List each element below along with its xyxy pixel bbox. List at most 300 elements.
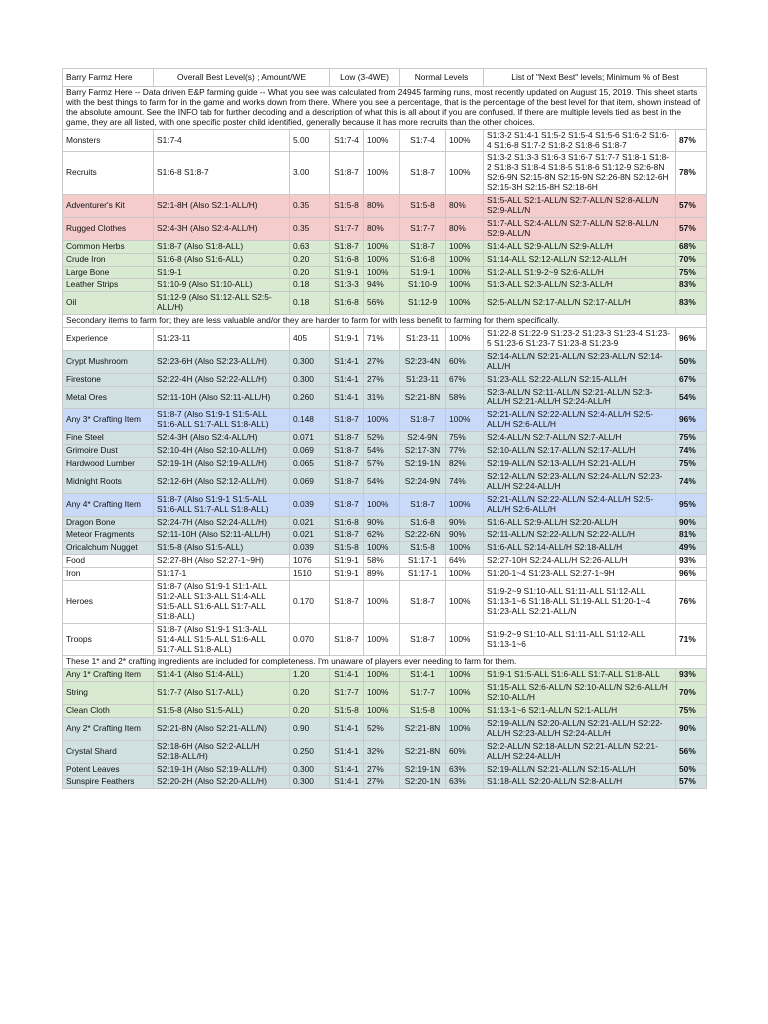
amount-we[interactable]: 0.300 <box>290 350 330 373</box>
normal-percent[interactable]: 100% <box>446 542 484 555</box>
normal-percent[interactable]: 75% <box>446 432 484 445</box>
item-name[interactable]: Monsters <box>63 129 154 152</box>
normal-percent[interactable]: 90% <box>446 516 484 529</box>
best-levels[interactable]: S1:17-1 <box>154 568 290 581</box>
minimum-percent[interactable]: 50% <box>676 763 707 776</box>
next-best-levels[interactable]: S2:5-ALL/N S2:17-ALL/N S2:17-ALL/H <box>484 292 676 315</box>
normal-percent[interactable]: 67% <box>446 373 484 386</box>
low-percent[interactable]: 57% <box>364 458 400 471</box>
next-best-levels[interactable]: S1:20-1~4 S1:23-ALL S2:27-1~9H <box>484 568 676 581</box>
normal-percent[interactable]: 100% <box>446 292 484 315</box>
next-best-levels[interactable]: S1:6-ALL S2:14-ALL/H S2:18-ALL/H <box>484 542 676 555</box>
low-percent[interactable]: 100% <box>364 493 400 516</box>
item-name[interactable]: Oil <box>63 292 154 315</box>
next-best-levels[interactable]: S1:9-2~9 S1:10-ALL S1:11-ALL S1:12-ALL S1:13-1~6 S1:18-ALL S1:19-ALL S1:20-1~4 S1:23-ALL S2:21-ALL/N <box>484 581 676 624</box>
item-name[interactable]: Hardwood Lumber <box>63 458 154 471</box>
low-percent[interactable]: 100% <box>364 152 400 195</box>
item-name[interactable]: Sunspire Feathers <box>63 776 154 789</box>
low-percent[interactable]: 80% <box>364 195 400 218</box>
item-name[interactable]: Leather Strips <box>63 279 154 292</box>
low-percent[interactable]: 100% <box>364 253 400 266</box>
normal-percent[interactable]: 100% <box>446 669 484 682</box>
amount-we[interactable]: 0.148 <box>290 409 330 432</box>
amount-we[interactable]: 0.18 <box>290 279 330 292</box>
normal-percent[interactable]: 100% <box>446 705 484 718</box>
best-levels[interactable]: S1:12-9 (Also S1:12-ALL S2:5-ALL/H) <box>154 292 290 315</box>
note-text[interactable]: These 1* and 2* crafting ingredients are included for completeness. I'm unaware of players ever needing to farm for them. <box>63 656 707 669</box>
next-best-levels[interactable]: S2:19-ALL/N S2:13-ALL/H S2:21-ALL/H <box>484 458 676 471</box>
next-best-levels[interactable]: S1:5-ALL S2:1-ALL/N S2:7-ALL/N S2:8-ALL/N S2:9-ALL/N <box>484 195 676 218</box>
low-percent[interactable]: 58% <box>364 555 400 568</box>
item-name[interactable]: Any 4* Crafting Item <box>63 493 154 516</box>
next-best-levels[interactable]: S2:11-ALL/N S2:22-ALL/N S2:22-ALL/H <box>484 529 676 542</box>
low-level[interactable]: S1:8-7 <box>330 458 364 471</box>
item-name[interactable]: Firestone <box>63 373 154 386</box>
minimum-percent[interactable]: 96% <box>676 409 707 432</box>
next-best-levels[interactable]: S2:19-ALL/N S2:20-ALL/N S2:21-ALL/H S2:22-ALL/H S2:23-ALL/H S2:24-ALL/H <box>484 717 676 740</box>
low-percent[interactable]: 90% <box>364 516 400 529</box>
item-name[interactable]: Any 2* Crafting Item <box>63 717 154 740</box>
low-percent[interactable]: 52% <box>364 432 400 445</box>
next-best-levels[interactable]: S1:14-ALL S2:12-ALL/N S2:12-ALL/H <box>484 253 676 266</box>
best-levels[interactable]: S1:5-8 (Also S1:5-ALL) <box>154 705 290 718</box>
best-levels[interactable]: S2:10-4H (Also S2:10-ALL/H) <box>154 445 290 458</box>
normal-percent[interactable]: 100% <box>446 328 484 351</box>
low-level[interactable]: S1:4-1 <box>330 373 364 386</box>
low-level[interactable]: S1:7-7 <box>330 682 364 705</box>
normal-level[interactable]: S1:8-7 <box>400 581 446 624</box>
next-best-levels[interactable]: S1:15-ALL S2:6-ALL/N S2:10-ALL/N S2:6-ALL/H S2:10-ALL/H <box>484 682 676 705</box>
minimum-percent[interactable]: 96% <box>676 568 707 581</box>
minimum-percent[interactable]: 96% <box>676 328 707 351</box>
normal-level[interactable]: S1:9-1 <box>400 266 446 279</box>
low-percent[interactable]: 100% <box>364 669 400 682</box>
normal-level[interactable]: S1:7-7 <box>400 682 446 705</box>
next-best-levels[interactable]: S2:12-ALL/N S2:23-ALL/N S2:24-ALL/N S2:23-ALL/H S2:24-ALL/H <box>484 470 676 493</box>
low-percent[interactable]: 71% <box>364 328 400 351</box>
normal-percent[interactable]: 100% <box>446 152 484 195</box>
minimum-percent[interactable]: 57% <box>676 217 707 240</box>
low-level[interactable]: S1:4-1 <box>330 669 364 682</box>
normal-level[interactable]: S1:10-9 <box>400 279 446 292</box>
low-percent[interactable]: 89% <box>364 568 400 581</box>
next-best-levels[interactable]: S1:23-ALL S2:22-ALL/N S2:15-ALL/H <box>484 373 676 386</box>
next-best-levels[interactable]: S1:4-ALL S2:9-ALL/N S2:9-ALL/H <box>484 240 676 253</box>
low-percent[interactable]: 100% <box>364 623 400 656</box>
item-name[interactable]: Crude Iron <box>63 253 154 266</box>
low-percent[interactable]: 62% <box>364 529 400 542</box>
amount-we[interactable]: 405 <box>290 328 330 351</box>
normal-level[interactable]: S2:24-9N <box>400 470 446 493</box>
item-name[interactable]: Oricalchum Nugget <box>63 542 154 555</box>
normal-level[interactable]: S1:8-7 <box>400 409 446 432</box>
minimum-percent[interactable]: 75% <box>676 266 707 279</box>
next-best-levels[interactable]: S1:2-ALL S1:9-2~9 S2:6-ALL/H <box>484 266 676 279</box>
next-best-levels[interactable]: S2:27-10H S2:24-ALL/H S2:26-ALL/H <box>484 555 676 568</box>
next-best-levels[interactable]: S2:10-ALL/N S2:17-ALL/N S2:17-ALL/H <box>484 445 676 458</box>
item-name[interactable]: Grimoire Dust <box>63 445 154 458</box>
best-levels[interactable]: S2:11-10H (Also S2:11-ALL/H) <box>154 386 290 409</box>
normal-percent[interactable]: 80% <box>446 217 484 240</box>
item-name[interactable]: Midnight Roots <box>63 470 154 493</box>
low-level[interactable]: S1:7-7 <box>330 217 364 240</box>
best-levels[interactable]: S2:27-8H (Also S2:27-1~9H) <box>154 555 290 568</box>
normal-level[interactable]: S2:22-6N <box>400 529 446 542</box>
normal-percent[interactable]: 60% <box>446 740 484 763</box>
low-level[interactable]: S1:3-3 <box>330 279 364 292</box>
minimum-percent[interactable]: 95% <box>676 493 707 516</box>
next-best-levels[interactable]: S2:21-ALL/N S2:22-ALL/N S2:4-ALL/H S2:5-ALL/H S2:6-ALL/H <box>484 493 676 516</box>
normal-percent[interactable]: 100% <box>446 623 484 656</box>
amount-we[interactable]: 0.070 <box>290 623 330 656</box>
low-level[interactable]: S1:4-1 <box>330 350 364 373</box>
minimum-percent[interactable]: 57% <box>676 776 707 789</box>
amount-we[interactable]: 1.20 <box>290 669 330 682</box>
item-name[interactable]: Meteor Fragments <box>63 529 154 542</box>
normal-percent[interactable]: 80% <box>446 195 484 218</box>
best-levels[interactable]: S2:12-6H (Also S2:12-ALL/H) <box>154 470 290 493</box>
minimum-percent[interactable]: 50% <box>676 350 707 373</box>
best-levels[interactable]: S1:6-8 (Also S1:6-ALL) <box>154 253 290 266</box>
minimum-percent[interactable]: 75% <box>676 705 707 718</box>
minimum-percent[interactable]: 54% <box>676 386 707 409</box>
item-name[interactable]: Recruits <box>63 152 154 195</box>
normal-percent[interactable]: 100% <box>446 682 484 705</box>
amount-we[interactable]: 0.300 <box>290 763 330 776</box>
low-percent[interactable]: 27% <box>364 776 400 789</box>
normal-level[interactable]: S2:20-1N <box>400 776 446 789</box>
normal-level[interactable]: S1:12-9 <box>400 292 446 315</box>
minimum-percent[interactable]: 83% <box>676 292 707 315</box>
normal-level[interactable]: S1:8-7 <box>400 493 446 516</box>
minimum-percent[interactable]: 93% <box>676 669 707 682</box>
low-level[interactable]: S1:9-1 <box>330 568 364 581</box>
normal-percent[interactable]: 100% <box>446 253 484 266</box>
normal-level[interactable]: S1:8-7 <box>400 152 446 195</box>
minimum-percent[interactable]: 83% <box>676 279 707 292</box>
next-best-levels[interactable]: S1:13-1~6 S2:1-ALL/N S2:1-ALL/H <box>484 705 676 718</box>
amount-we[interactable]: 0.35 <box>290 195 330 218</box>
low-level[interactable]: S1:8-7 <box>330 152 364 195</box>
minimum-percent[interactable]: 75% <box>676 432 707 445</box>
low-percent[interactable]: 54% <box>364 470 400 493</box>
normal-level[interactable]: S1:5-8 <box>400 705 446 718</box>
best-levels[interactable]: S1:8-7 (Also S1:9-1 S1:5-ALL S1:6-ALL S1:7-ALL S1:8-ALL) <box>154 493 290 516</box>
low-level[interactable]: S1:5-8 <box>330 195 364 218</box>
amount-we[interactable]: 0.039 <box>290 542 330 555</box>
header-next[interactable]: List of "Next Best" levels; Minimum % of Best <box>484 69 707 87</box>
minimum-percent[interactable]: 71% <box>676 623 707 656</box>
next-best-levels[interactable]: S1:6-ALL S2:9-ALL/H S2:20-ALL/H <box>484 516 676 529</box>
next-best-levels[interactable]: S2:21-ALL/N S2:22-ALL/N S2:4-ALL/H S2:5-ALL/H S2:6-ALL/H <box>484 409 676 432</box>
amount-we[interactable]: 0.065 <box>290 458 330 471</box>
best-levels[interactable]: S2:4-3H (Also S2:4-ALL/H) <box>154 217 290 240</box>
best-levels[interactable]: S2:22-4H (Also S2:22-ALL/H) <box>154 373 290 386</box>
normal-level[interactable]: S1:6-8 <box>400 253 446 266</box>
best-levels[interactable]: S2:21-8N (Also S2:21-ALL/N) <box>154 717 290 740</box>
minimum-percent[interactable]: 67% <box>676 373 707 386</box>
minimum-percent[interactable]: 87% <box>676 129 707 152</box>
normal-level[interactable]: S2:23-4N <box>400 350 446 373</box>
minimum-percent[interactable]: 70% <box>676 253 707 266</box>
low-level[interactable]: S1:4-1 <box>330 740 364 763</box>
low-level[interactable]: S1:8-7 <box>330 623 364 656</box>
header-name[interactable]: Barry Farmz Here <box>63 69 154 87</box>
low-percent[interactable]: 100% <box>364 129 400 152</box>
low-percent[interactable]: 32% <box>364 740 400 763</box>
amount-we[interactable]: 0.250 <box>290 740 330 763</box>
header-normal[interactable]: Normal Levels <box>400 69 484 87</box>
normal-percent[interactable]: 100% <box>446 717 484 740</box>
best-levels[interactable]: S2:1-8H (Also S2:1-ALL/H) <box>154 195 290 218</box>
low-level[interactable]: S1:4-1 <box>330 776 364 789</box>
normal-percent[interactable]: 63% <box>446 763 484 776</box>
normal-level[interactable]: S1:5-8 <box>400 195 446 218</box>
low-level[interactable]: S1:9-1 <box>330 328 364 351</box>
low-level[interactable]: S1:8-7 <box>330 409 364 432</box>
low-percent[interactable]: 31% <box>364 386 400 409</box>
normal-level[interactable]: S2:21-8N <box>400 717 446 740</box>
amount-we[interactable]: 0.20 <box>290 705 330 718</box>
minimum-percent[interactable]: 68% <box>676 240 707 253</box>
item-name[interactable]: Iron <box>63 568 154 581</box>
normal-percent[interactable]: 100% <box>446 568 484 581</box>
low-level[interactable]: S1:5-8 <box>330 705 364 718</box>
low-percent[interactable]: 27% <box>364 373 400 386</box>
next-best-levels[interactable]: S1:7-ALL S2:4-ALL/N S2:7-ALL/N S2:8-ALL/N S2:9-ALL/N <box>484 217 676 240</box>
best-levels[interactable]: S2:24-7H (Also S2:24-ALL/H) <box>154 516 290 529</box>
best-levels[interactable]: S2:4-3H (Also S2:4-ALL/H) <box>154 432 290 445</box>
next-best-levels[interactable]: S2:14-ALL/N S2:21-ALL/N S2:23-ALL/N S2:14-ALL/H <box>484 350 676 373</box>
minimum-percent[interactable]: 70% <box>676 682 707 705</box>
normal-level[interactable]: S1:8-7 <box>400 623 446 656</box>
best-levels[interactable]: S1:4-1 (Also S1:4-ALL) <box>154 669 290 682</box>
normal-percent[interactable]: 74% <box>446 470 484 493</box>
normal-percent[interactable]: 100% <box>446 581 484 624</box>
normal-level[interactable]: S2:17-3N <box>400 445 446 458</box>
normal-level[interactable]: S2:21-8N <box>400 386 446 409</box>
normal-level[interactable]: S1:23-11 <box>400 373 446 386</box>
item-name[interactable]: Adventurer's Kit <box>63 195 154 218</box>
next-best-levels[interactable]: S1:22-8 S1:22-9 S1:23-2 S1:23-3 S1:23-4 S1:23-5 S1:23-6 S1:23-7 S1:23-8 S1:23-9 <box>484 328 676 351</box>
normal-level[interactable]: S1:7-4 <box>400 129 446 152</box>
normal-level[interactable]: S1:5-8 <box>400 542 446 555</box>
normal-percent[interactable]: 63% <box>446 776 484 789</box>
best-levels[interactable]: S2:19-1H (Also S2:19-ALL/H) <box>154 458 290 471</box>
low-percent[interactable]: 27% <box>364 763 400 776</box>
normal-level[interactable]: S1:7-7 <box>400 217 446 240</box>
normal-level[interactable]: S1:17-1 <box>400 568 446 581</box>
amount-we[interactable]: 0.021 <box>290 516 330 529</box>
amount-we[interactable]: 0.300 <box>290 776 330 789</box>
item-name[interactable]: Common Herbs <box>63 240 154 253</box>
next-best-levels[interactable]: S1:9-1 S1:5-ALL S1:6-ALL S1:7-ALL S1:8-ALL <box>484 669 676 682</box>
item-name[interactable]: Clean Cloth <box>63 705 154 718</box>
amount-we[interactable]: 0.300 <box>290 373 330 386</box>
normal-percent[interactable]: 100% <box>446 266 484 279</box>
normal-percent[interactable]: 77% <box>446 445 484 458</box>
item-name[interactable]: Rugged Clothes <box>63 217 154 240</box>
normal-percent[interactable]: 90% <box>446 529 484 542</box>
low-level[interactable]: S1:5-8 <box>330 542 364 555</box>
amount-we[interactable]: 0.170 <box>290 581 330 624</box>
amount-we[interactable]: 0.18 <box>290 292 330 315</box>
best-levels[interactable]: S1:10-9 (Also S1:10-ALL) <box>154 279 290 292</box>
normal-percent[interactable]: 100% <box>446 240 484 253</box>
best-levels[interactable]: S2:11-10H (Also S2:11-ALL/H) <box>154 529 290 542</box>
item-name[interactable]: Any 3* Crafting Item <box>63 409 154 432</box>
normal-percent[interactable]: 100% <box>446 493 484 516</box>
header-best[interactable]: Overall Best Level(s) ; Amount/WE <box>154 69 330 87</box>
low-level[interactable]: S1:4-1 <box>330 717 364 740</box>
low-level[interactable]: S1:8-7 <box>330 493 364 516</box>
header-low[interactable]: Low (3-4WE) <box>330 69 400 87</box>
low-percent[interactable]: 27% <box>364 350 400 373</box>
minimum-percent[interactable]: 74% <box>676 445 707 458</box>
minimum-percent[interactable]: 74% <box>676 470 707 493</box>
low-level[interactable]: S1:8-7 <box>330 240 364 253</box>
low-percent[interactable]: 100% <box>364 581 400 624</box>
item-name[interactable]: Heroes <box>63 581 154 624</box>
minimum-percent[interactable]: 49% <box>676 542 707 555</box>
item-name[interactable]: Dragon Bone <box>63 516 154 529</box>
low-level[interactable]: S1:7-4 <box>330 129 364 152</box>
note-text[interactable]: Secondary items to farm for; they are less valuable and/or they are harder to farm for with less benefit to farming for them specifically. <box>63 315 707 328</box>
best-levels[interactable]: S1:7-4 <box>154 129 290 152</box>
best-levels[interactable]: S1:6-8 S1:8-7 <box>154 152 290 195</box>
normal-level[interactable]: S1:4-1 <box>400 669 446 682</box>
normal-level[interactable]: S2:4-9N <box>400 432 446 445</box>
normal-percent[interactable]: 100% <box>446 279 484 292</box>
low-level[interactable]: S1:6-8 <box>330 516 364 529</box>
normal-percent[interactable]: 58% <box>446 386 484 409</box>
normal-percent[interactable]: 100% <box>446 129 484 152</box>
amount-we[interactable]: 1510 <box>290 568 330 581</box>
amount-we[interactable]: 0.039 <box>290 493 330 516</box>
best-levels[interactable]: S1:8-7 (Also S1:8-ALL) <box>154 240 290 253</box>
next-best-levels[interactable]: S2:3-ALL/N S2:11-ALL/N S2:21-ALL/N S2:3-ALL/H S2:21-ALL/H S2:24-ALL/H <box>484 386 676 409</box>
minimum-percent[interactable]: 90% <box>676 717 707 740</box>
low-level[interactable]: S1:4-1 <box>330 763 364 776</box>
item-name[interactable]: Any 1* Crafting Item <box>63 669 154 682</box>
low-level[interactable]: S1:6-8 <box>330 253 364 266</box>
best-levels[interactable]: S1:23-11 <box>154 328 290 351</box>
normal-level[interactable]: S2:19-1N <box>400 763 446 776</box>
next-best-levels[interactable]: S2:19-ALL/N S2:21-ALL/N S2:15-ALL/H <box>484 763 676 776</box>
amount-we[interactable]: 0.071 <box>290 432 330 445</box>
low-percent[interactable]: 100% <box>364 409 400 432</box>
minimum-percent[interactable]: 56% <box>676 740 707 763</box>
low-percent[interactable]: 100% <box>364 682 400 705</box>
minimum-percent[interactable]: 75% <box>676 458 707 471</box>
amount-we[interactable]: 0.021 <box>290 529 330 542</box>
next-best-levels[interactable]: S1:3-2 S1:3-3 S1:6-3 S1:6-7 S1:7-7 S1:8-1 S1:8-2 S1:8-3 S1:8-4 S1:8-5 S1:8-6 S1:12-9 S2:6-8N S2:6-9N S2:15-8N S2:15-9N S2:26-8N S2:12-6H S2:15-3H S2:15-8H S2:18-6H <box>484 152 676 195</box>
minimum-percent[interactable]: 90% <box>676 516 707 529</box>
best-levels[interactable]: S1:9-1 <box>154 266 290 279</box>
low-percent[interactable]: 52% <box>364 717 400 740</box>
low-percent[interactable]: 54% <box>364 445 400 458</box>
item-name[interactable]: Potent Leaves <box>63 763 154 776</box>
normal-level[interactable]: S1:6-8 <box>400 516 446 529</box>
low-percent[interactable]: 100% <box>364 240 400 253</box>
best-levels[interactable]: S1:8-7 (Also S1:9-1 S1:3-ALL S1:4-ALL S1:5-ALL S1:6-ALL S1:7-ALL S1:8-ALL) <box>154 623 290 656</box>
next-best-levels[interactable]: S1:9-2~9 S1:10-ALL S1:11-ALL S1:12-ALL S1:13-1~6 <box>484 623 676 656</box>
low-percent[interactable]: 100% <box>364 266 400 279</box>
amount-we[interactable]: 3.00 <box>290 152 330 195</box>
low-level[interactable]: S1:8-7 <box>330 529 364 542</box>
intro-text[interactable]: Barry Farmz Here -- Data driven E&P farming guide -- What you see was calculated from 24945 farming runs, most recently updated on August 15, 2019. This sheet starts with the best things to farm for in the game and works down from there. Where you see a percentage, that is the percentage of the best level for that item, shown instead of the absolute amount. See the INFO tab for further decoding and a description of what this is all about if you are confused. If there are multiple levels tied as best in the game, they are all listed, with one specific poster child identified, generally because it has more recruits than the other choices. <box>63 87 707 130</box>
amount-we[interactable]: 0.069 <box>290 445 330 458</box>
low-percent[interactable]: 100% <box>364 542 400 555</box>
next-best-levels[interactable]: S2:4-ALL/N S2:7-ALL/N S2:7-ALL/H <box>484 432 676 445</box>
amount-we[interactable]: 0.20 <box>290 266 330 279</box>
amount-we[interactable]: 0.260 <box>290 386 330 409</box>
low-percent[interactable]: 56% <box>364 292 400 315</box>
amount-we[interactable]: 5.00 <box>290 129 330 152</box>
item-name[interactable]: Troops <box>63 623 154 656</box>
item-name[interactable]: Experience <box>63 328 154 351</box>
minimum-percent[interactable]: 76% <box>676 581 707 624</box>
amount-we[interactable]: 0.35 <box>290 217 330 240</box>
item-name[interactable]: Crypt Mushroom <box>63 350 154 373</box>
normal-level[interactable]: S2:19-1N <box>400 458 446 471</box>
low-percent[interactable]: 80% <box>364 217 400 240</box>
best-levels[interactable]: S1:8-7 (Also S1:9-1 S1:1-ALL S1:2-ALL S1:3-ALL S1:4-ALL S1:5-ALL S1:6-ALL S1:7-ALL S1:8-ALL) <box>154 581 290 624</box>
low-level[interactable]: S1:4-1 <box>330 386 364 409</box>
normal-level[interactable]: S1:8-7 <box>400 240 446 253</box>
amount-we[interactable]: 0.63 <box>290 240 330 253</box>
normal-percent[interactable]: 60% <box>446 350 484 373</box>
item-name[interactable]: Fine Steel <box>63 432 154 445</box>
next-best-levels[interactable]: S1:3-ALL S2:3-ALL/N S2:3-ALL/H <box>484 279 676 292</box>
low-level[interactable]: S1:8-7 <box>330 470 364 493</box>
minimum-percent[interactable]: 81% <box>676 529 707 542</box>
amount-we[interactable]: 0.20 <box>290 253 330 266</box>
normal-percent[interactable]: 82% <box>446 458 484 471</box>
minimum-percent[interactable]: 78% <box>676 152 707 195</box>
best-levels[interactable]: S1:7-7 (Also S1:7-ALL) <box>154 682 290 705</box>
minimum-percent[interactable]: 93% <box>676 555 707 568</box>
best-levels[interactable]: S2:18-6H (Also S2:2-ALL/H S2:18-ALL/H) <box>154 740 290 763</box>
low-level[interactable]: S1:9-1 <box>330 266 364 279</box>
low-percent[interactable]: 100% <box>364 705 400 718</box>
normal-level[interactable]: S1:23-11 <box>400 328 446 351</box>
low-level[interactable]: S1:8-7 <box>330 432 364 445</box>
minimum-percent[interactable]: 57% <box>676 195 707 218</box>
normal-level[interactable]: S1:17-1 <box>400 555 446 568</box>
low-percent[interactable]: 94% <box>364 279 400 292</box>
normal-level[interactable]: S2:21-8N <box>400 740 446 763</box>
low-level[interactable]: S1:8-7 <box>330 445 364 458</box>
best-levels[interactable]: S1:8-7 (Also S1:9-1 S1:5-ALL S1:6-ALL S1:7-ALL S1:8-ALL) <box>154 409 290 432</box>
low-level[interactable]: S1:8-7 <box>330 581 364 624</box>
best-levels[interactable]: S1:5-8 (Also S1:5-ALL) <box>154 542 290 555</box>
item-name[interactable]: Food <box>63 555 154 568</box>
amount-we[interactable]: 1076 <box>290 555 330 568</box>
item-name[interactable]: Crystal Shard <box>63 740 154 763</box>
item-name[interactable]: Metal Ores <box>63 386 154 409</box>
item-name[interactable]: Large Bone <box>63 266 154 279</box>
normal-percent[interactable]: 64% <box>446 555 484 568</box>
next-best-levels[interactable]: S1:3-2 S1:4-1 S1:5-2 S1:5-4 S1:5-6 S1:6-2 S1:6-4 S1:6-8 S1:7-2 S1:8-2 S1:8-6 S1:8-7 <box>484 129 676 152</box>
amount-we[interactable]: 0.069 <box>290 470 330 493</box>
low-level[interactable]: S1:6-8 <box>330 292 364 315</box>
low-level[interactable]: S1:9-1 <box>330 555 364 568</box>
item-name[interactable]: String <box>63 682 154 705</box>
next-best-levels[interactable]: S1:18-ALL S2:20-ALL/N S2:8-ALL/H <box>484 776 676 789</box>
next-best-levels[interactable]: S2:2-ALL/N S2:18-ALL/N S2:21-ALL/N S2:21-ALL/H S2:24-ALL/H <box>484 740 676 763</box>
best-levels[interactable]: S2:23-6H (Also S2:23-ALL/H) <box>154 350 290 373</box>
